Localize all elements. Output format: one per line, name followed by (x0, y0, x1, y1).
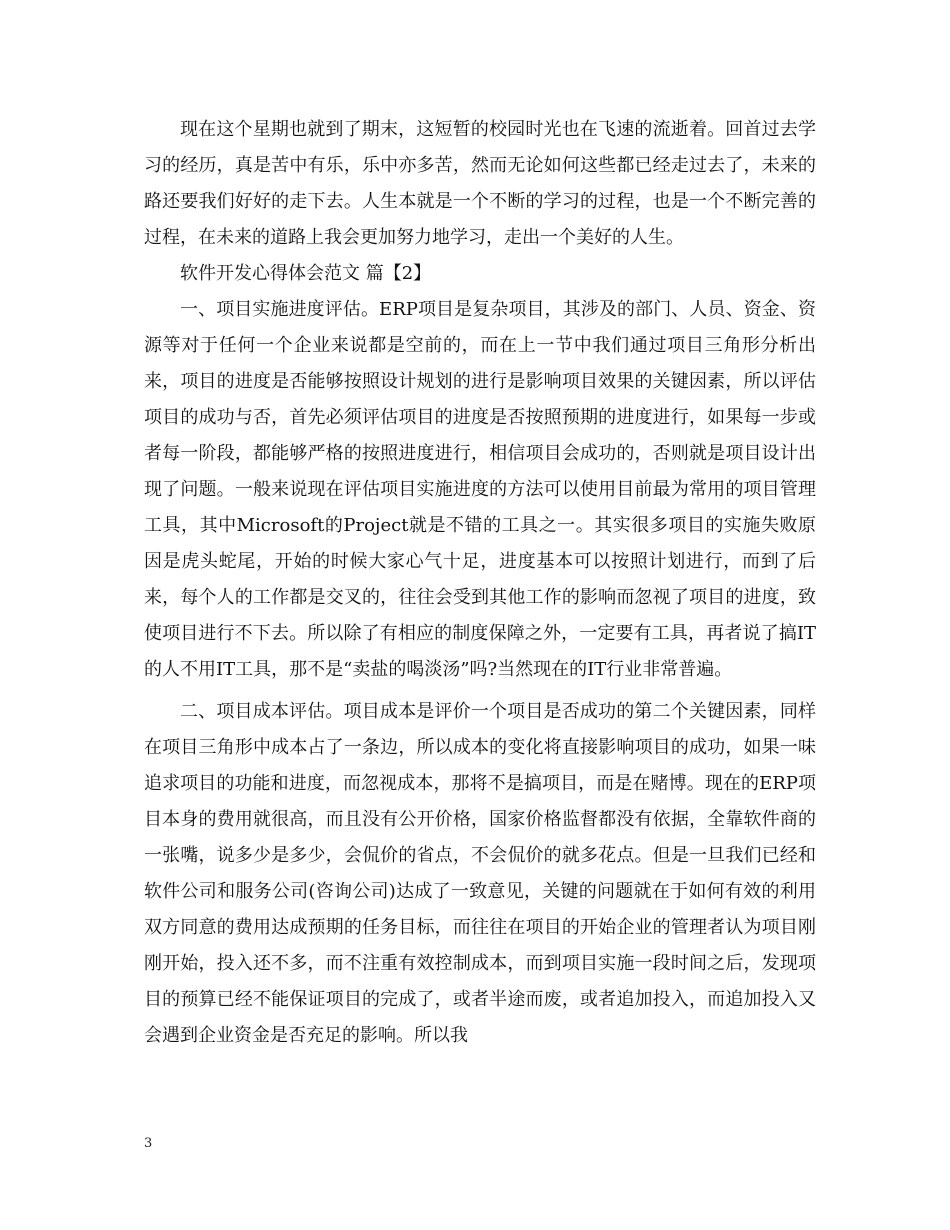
page-number: 3 (144, 1136, 153, 1151)
section-heading: 软件开发心得体会范文 篇【2】 (180, 263, 432, 284)
paragraph-cost-evaluation: 二、项目成本评估。项目成本是评价一个项目是否成功的第二个关键因素，同样在项目三角形中成本占了一条边，所以成本的变化将直接影响项目的成功，如果一味追求项目的功能和进度，而忽视成本，那将不是搞项目，而是在赌博。现在的ERP项目本身的费用就很高，而且没有公开价格，国家价格监督都没有依据，全靠软件商的一张嘴，说多少是多少，会侃价的省点，不会侃价的就多花点。但是一旦我们已经和软件公司和服务公司(咨询公司)达成了一致意见，关键的问题就在于如何有效的利用双方同意的费用达成预期的任务目标，而往往在项目的开始企业的管理者认为项目刚刚开始，投入还不多，而不注重有效控制成本，而到项目实施一段时间之后，发现项目的预算已经不能保证项目的完成了，或者半途而废，或者追加投入，而追加投入又会遇到企业资金是否充足的影响。所以我 (144, 701, 816, 1046)
paragraph-schedule-evaluation: 一、项目实施进度评估。ERP项目是复杂项目，其涉及的部门、人员、资金、资源等对于任何一个企业来说都是空前的，而在上一节中我们通过项目三角形分析出来，项目的进度是否能够按照设计规划的进行是影响项目效果的关键因素，所以评估项目的成功与否，首先必须评估项目的进度是否按照预期的进度进行，如果每一步或者每一阶段，都能够严格的按照进度进行，相信项目会成功的，否则就是项目设计出现了问题。一般来说现在评估项目实施进度的方法可以使用目前最为常用的项目管理工具，其中Microsoft的Project就是不错的工具之一。其实很多项目的实施失败原因是虎头蛇尾，开始的时候大家心气十足，进度基本可以按照计划进行，而到了后来，每个人的工作都是交叉的，往往会受到其他工作的影响而忽视了项目的进度，致使项目进行不下去。所以除了有相应的制度保障之外，一定要有工具，再者说了搞IT的人不用IT工具，那不是“卖盐的喝淡汤”吗?当然现在的IT行业非常普遍。 (144, 299, 816, 680)
paragraph-intro: 现在这个星期也就到了期末，这短暂的校园时光也在飞速的流逝着。回首过去学习的经历，真是苦中有乐，乐中亦多苦，然而无论如何这些都已经走过去了，未来的路还要我们好好的走下去。人生本就是一个不断的学习的过程，也是一个不断完善的过程，在未来的道路上我会更加努力地学习，走出一个美好的人生。 (144, 119, 816, 248)
body-text (144, 112, 816, 1054)
